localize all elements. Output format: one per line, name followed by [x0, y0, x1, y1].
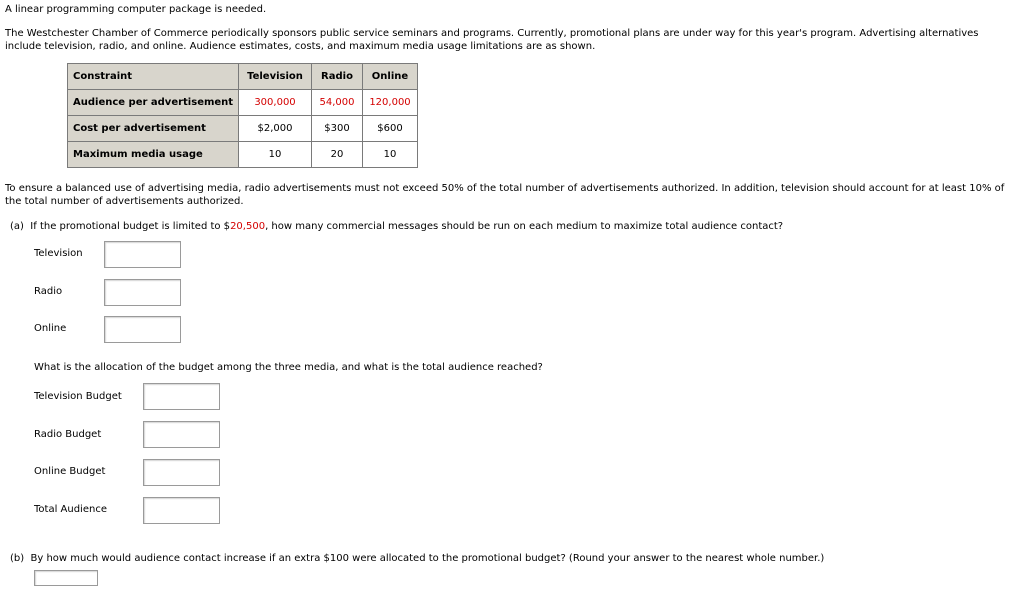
- table-cell-max-television: 10: [239, 142, 312, 168]
- table-header-online: Online: [363, 64, 418, 90]
- table-cell-audience-online: 120,000: [363, 90, 418, 116]
- part-a-question-start: If the promotional budget is limited to $: [30, 221, 231, 232]
- table-header-television: Television: [239, 64, 312, 90]
- table-row-label: Audience per advertisement: [68, 90, 239, 116]
- part-b-question: [10, 552, 824, 565]
- part-a-question-end: , how many commercial messages should be run on each medium to maximize total audience contact?: [265, 221, 784, 232]
- table-cell-cost-radio: $300: [312, 116, 363, 142]
- budget-allocation-question: What is the allocation of the budget among the three media, and what is the total audience reached?: [34, 362, 543, 373]
- audience-increase-input[interactable]: [34, 570, 98, 586]
- total-audience-input[interactable]: [143, 497, 220, 524]
- table-header-radio: Radio: [312, 64, 363, 90]
- table-row-cost: [68, 116, 418, 142]
- table-row-label: Cost per advertisement: [68, 116, 239, 142]
- table-header-constraint: Constraint: [68, 64, 239, 90]
- intro-text: A linear programming computer package is needed.: [5, 4, 267, 15]
- television-budget-input[interactable]: [143, 383, 220, 410]
- online-budget-label: Online Budget: [34, 466, 106, 477]
- part-a-marker: (a): [10, 221, 24, 232]
- table-row-max-usage: [68, 142, 418, 168]
- budget-value: 20,500: [230, 221, 266, 232]
- radio-label: Radio: [34, 286, 63, 297]
- part-a-question: [10, 220, 783, 233]
- radio-budget-input[interactable]: [143, 421, 220, 448]
- online-label: Online: [34, 323, 67, 334]
- online-input[interactable]: [104, 316, 181, 343]
- problem-paragraph-1: The Westchester Chamber of Commerce periodically sponsors public service seminars and programs. Currently, promotional plans are under way for this year's program. Advertising alternatives include television, radio, and online. Audience estimates, costs, and maximum media usage limitations are as shown.: [5, 28, 979, 52]
- table-row-audience: [68, 90, 418, 116]
- table-cell-cost-online: $600: [363, 116, 418, 142]
- media-data-table: [67, 63, 418, 168]
- table-header-row: [68, 64, 418, 90]
- table-cell-max-online: 10: [363, 142, 418, 168]
- radio-budget-label: Radio Budget: [34, 429, 102, 440]
- part-b-marker: (b): [10, 553, 25, 564]
- total-audience-label: Total Audience: [34, 504, 107, 515]
- radio-input[interactable]: [104, 279, 181, 306]
- television-input[interactable]: [104, 241, 181, 268]
- table-cell-max-radio: 20: [312, 142, 363, 168]
- table-cell-audience-television: 300,000: [239, 90, 312, 116]
- online-budget-input[interactable]: [143, 459, 220, 486]
- part-b-question-text: By how much would audience contact increase if an extra $100 were allocated to the promotional budget? (Round your answer to the nearest whole number.): [30, 553, 825, 564]
- problem-paragraph-2: To ensure a balanced use of advertising media, radio advertisements must not exceed 50% of the total number of advertisements authorized. In addition, television should account for at least 10% of the total number of advertisements authorized.: [5, 183, 1005, 207]
- television-label: Television: [34, 248, 83, 259]
- table-cell-audience-radio: 54,000: [312, 90, 363, 116]
- table-row-label: Maximum media usage: [68, 142, 239, 168]
- television-budget-label: Television Budget: [34, 391, 122, 402]
- table-cell-cost-television: $2,000: [239, 116, 312, 142]
